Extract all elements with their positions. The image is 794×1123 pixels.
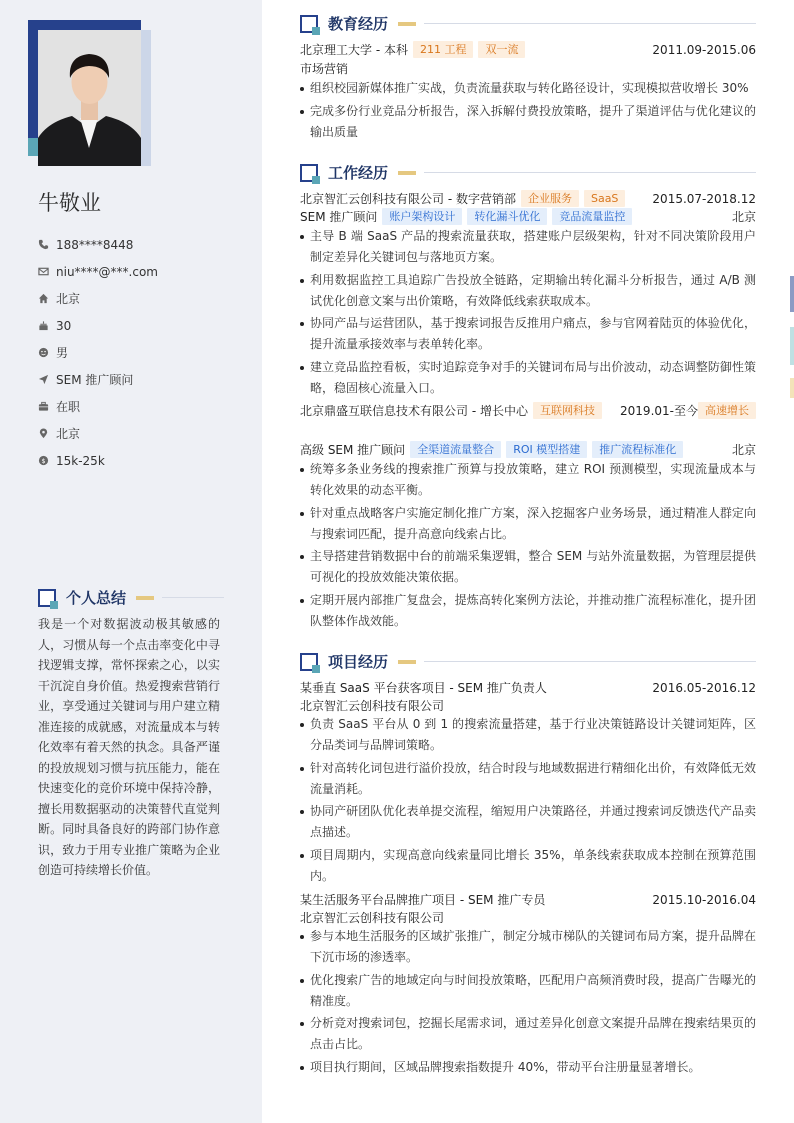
info-residence: 北京: [38, 285, 158, 312]
education-date: 2011.09-2015.06: [652, 42, 756, 57]
job-role-row: [300, 441, 756, 458]
project-name: 某生活服务平台品牌推广项目 - SEM 推广专员: [300, 893, 546, 907]
location-pin-icon: [38, 428, 49, 439]
job-city: 北京: [731, 210, 756, 224]
info-status: 在职: [38, 393, 158, 420]
project-company: 北京智汇云创科技有限公司: [300, 699, 445, 713]
company-tag: 互联网科技: [533, 402, 602, 419]
send-icon: [38, 374, 49, 385]
list-item: 利用数据监控工具追踪广告投放全链路，定期输出转化漏斗分析报告，通过 A/B 测试优化创意文案与出价策略，有效降低线索获取成本。: [300, 270, 756, 312]
mail-icon: [38, 266, 49, 277]
section-square-icon: [300, 164, 318, 182]
list-item: 完成多份行业竞品分析报告，深入拆解付费投放策略，提升了渠道评估与优化建议的输出质量: [300, 101, 756, 143]
summary-title: 个人总结: [66, 589, 127, 607]
summary-text: 我是一个对数据波动极其敏感的人，习惯从每一个点击率变化中寻找逻辑支撑，常怀探索之心，以实干沉淀自身价值。热爱搜索营销行业，享受通过关键词与用户建立精准连接的成就感，对流量成本与转化效率有着天然的执念。具备严谨的投放规划习惯与抗压能力，能在快速变化的竞价环境中保持冷静，擅长用数据驱动的决策替代直觉判断。同时具备良好的跨部门协作意识，致力于用专业推广策略为企业创造可持续增长价值。: [38, 617, 220, 877]
job-city: 北京: [731, 443, 756, 457]
section-square-icon: [300, 15, 318, 33]
salary-icon: [38, 455, 49, 466]
list-item: 主导 B 端 SaaS 产品的搜索流量获取，搭建账户层级架构，针对不同决策阶段用户制定差异化关键词包与落地页方案。: [300, 226, 756, 268]
skill-tag: 竞品流量监控: [552, 208, 632, 225]
info-email: niu****@***.com: [38, 258, 158, 285]
projects-title: 项目经历: [328, 653, 389, 671]
info-gender: 男: [38, 339, 158, 366]
list-item: 协同产品与运营团队，基于搜索词报告反推用户痛点，参与官网着陆页的体验优化，提升流量承接效率与表单转化率。: [300, 313, 756, 355]
job-bullets: [300, 459, 756, 633]
avatar: [38, 30, 141, 166]
skill-tag: 全渠道流量整合: [410, 441, 501, 458]
edge-mark: [790, 327, 794, 365]
phone-icon: [38, 239, 49, 250]
list-item: 负责 SaaS 平台从 0 到 1 的搜索流量搭建，基于行业决策链路设计关键词矩阵，区分品类词与品牌词策略。: [300, 714, 756, 756]
skill-tag: 账户架构设计: [382, 208, 462, 225]
list-item: 组织校园新媒体推广实战，负责流量获取与转化路径设计，实现模拟营收增长 30%: [300, 78, 756, 99]
photo-frame: [28, 20, 152, 166]
project-name: 某垂直 SaaS 平台获客项目 - SEM 推广负责人: [300, 681, 547, 695]
section-square-icon: [300, 653, 318, 671]
section-square-icon: [38, 589, 56, 607]
education-title: 教育经历: [328, 15, 389, 33]
edge-mark: [790, 276, 794, 312]
project-bullets: [300, 926, 756, 1079]
summary-section-header: [38, 587, 224, 608]
info-target-city: 北京: [38, 420, 158, 447]
project-date: 2016.05-2016.12: [652, 680, 756, 695]
company-tag: 高速增长: [698, 402, 756, 419]
list-item: 协同产研团队优化表单提交流程，缩短用户决策路径，并通过搜索词反馈迭代产品卖点描述。: [300, 801, 756, 843]
project-company: 北京智汇云创科技有限公司: [300, 911, 445, 925]
list-item: 统筹多条业务线的搜索推广预算与投放策略，建立 ROI 预测模型，实现流量成本与转化效果的动态平衡。: [300, 459, 756, 501]
major: 市场营销: [300, 62, 349, 76]
job-role: 高级 SEM 推广顾问: [300, 443, 406, 457]
job-role-row: [300, 208, 756, 225]
list-item: 参与本地生活服务的区域扩张推广，制定分城市梯队的关键词布局方案，提升品牌在下沉市场的渗透率。: [300, 926, 756, 968]
job-bullets: [300, 226, 756, 400]
project-header-row: [300, 891, 756, 908]
list-item: 针对高转化词包进行溢价投放，结合时段与地域数据进行精细化出价，有效降低无效流量消耗。: [300, 758, 756, 800]
job-date: 2019.01-至今: [620, 404, 698, 418]
list-item: 优化搜索广告的地域定向与时间投放策略，匹配用户高频消费时段，提高广告曝光的精准度。: [300, 970, 756, 1012]
svg-text:$: $: [41, 456, 46, 465]
work-section-header: [300, 162, 756, 183]
list-item: 项目周期内，实现高意向线索量同比增长 35%，单条线索获取成本控制在预算范围内。: [300, 845, 756, 887]
list-item: 建立竞品监控看板，实时追踪竞争对手的关键词布局与出价波动，动态调整防御性策略，稳固核心流量入口。: [300, 357, 756, 399]
skill-tag: 推广流程标准化: [592, 441, 683, 458]
skill-tag: 转化漏斗优化: [467, 208, 547, 225]
school-name: 北京理工大学 - 本科: [300, 43, 408, 57]
job-date: 2015.07-2018.12: [652, 191, 756, 206]
info-phone: 188****8448: [38, 231, 158, 258]
company-name: 北京鼎盛互联信息技术有限公司 - 增长中心: [300, 404, 528, 418]
project-company-row: [300, 909, 756, 926]
edge-mark: [790, 378, 794, 398]
job-header-row: [300, 402, 756, 419]
project-company-row: [300, 697, 756, 714]
list-item: 针对重点战略客户实施定制化推广方案，深入挖掘客户业务场景，通过精准人群定向与搜索词匹配，提升高意向线索占比。: [300, 503, 756, 545]
education-section-header: [300, 13, 756, 34]
list-item: 分析竞对搜索词包，挖掘长尾需求词，通过差异化创意文案提升品牌在搜索结果页的点击占比。: [300, 1013, 756, 1055]
gender-icon: [38, 347, 49, 358]
list-item: 定期开展内部推广复盘会，提炼高转化案例方法论，并推动推广流程标准化，提升团队整体作战效能。: [300, 590, 756, 632]
education-bullets: [300, 78, 756, 144]
cake-icon: [38, 320, 49, 331]
education-header-row: [300, 41, 756, 58]
education-tag: 211 工程: [413, 41, 474, 58]
projects-section-header: [300, 651, 756, 672]
contact-info-list: [38, 231, 158, 474]
info-salary: $ 15k-25k: [38, 447, 158, 474]
list-item: 项目执行期间，区域品牌搜索指数提升 40%，带动平台注册量显著增长。: [300, 1057, 756, 1078]
project-bullets: [300, 714, 756, 888]
job-role: SEM 推广顾问: [300, 210, 378, 224]
company-tag: 企业服务: [521, 190, 579, 207]
project-date: 2015.10-2016.04: [652, 892, 756, 907]
info-position: SEM 推广顾问: [38, 366, 158, 393]
candidate-name: 牛敬业: [38, 191, 101, 215]
project-header-row: [300, 679, 756, 696]
list-item: 主导搭建营销数据中台的前端采集逻辑，整合 SEM 与站外流量数据，为管理层提供可视化的投放效能决策依据。: [300, 546, 756, 588]
education-tag: 双一流: [478, 41, 525, 58]
info-age: 30: [38, 312, 158, 339]
company-name: 北京智汇云创科技有限公司 - 数字营销部: [300, 192, 516, 206]
home-icon: [38, 293, 49, 304]
sidebar: [0, 0, 262, 1123]
work-title: 工作经历: [328, 164, 389, 182]
briefcase-icon: [38, 401, 49, 412]
company-tag: SaaS: [584, 190, 625, 207]
job-header-row: [300, 190, 756, 207]
skill-tag: ROI 模型搭建: [506, 441, 587, 458]
education-major-row: [300, 60, 756, 77]
